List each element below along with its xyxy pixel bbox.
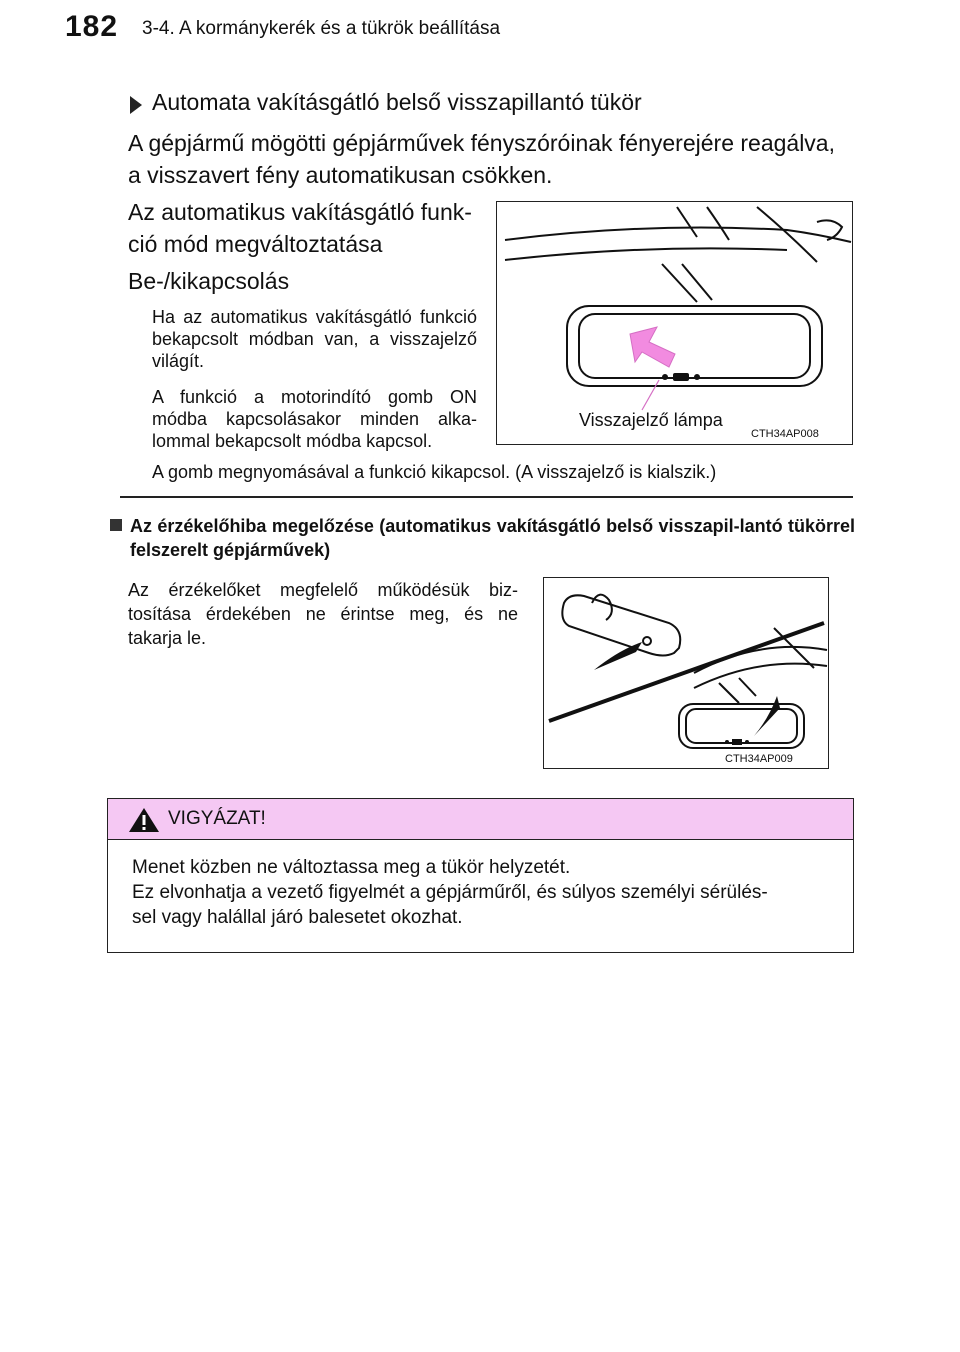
note-press-off: A gomb megnyomásával a funkció kikapcsol. (A visszajelző is kialszik.) [152, 462, 717, 482]
figure-sensors [543, 577, 829, 769]
warning-line-3: sel vagy halállal járó balesetet okozhat. [132, 907, 463, 928]
warning-title: VIGYÁZAT! [168, 808, 266, 829]
toggle-label: Be-/kikapcsolás [128, 268, 290, 294]
warning-line-2: Ez elvonhatja a vezető figyelmét a gépjárműről, és súlyos személyi sérülés- [132, 882, 768, 903]
page-number: 182 [65, 10, 119, 43]
figure1-code: CTH34AP008 [751, 428, 819, 440]
section-header: 3-4. A kormánykerék és a tükrök beállítása [142, 18, 501, 39]
subsection-heading: Automata vakításgátló belső visszapillantó tükör [152, 89, 642, 115]
intro-line-2: a visszavert fény automatikusan csökken. [128, 162, 553, 188]
mirror-illustration [497, 202, 852, 444]
sensors-illustration [544, 578, 828, 768]
intro-line-1: A gépjármű mögötti gépjárművek fényszóróinak fényerejére reagálva, [128, 130, 835, 156]
warning-line-1: Menet közben ne változtassa meg a tükör helyzetét. [132, 857, 571, 878]
warning-triangle-icon [128, 807, 160, 833]
sensor-heading: Az érzékelőhiba megelőzése (automatikus vakításgátló belső visszapil-lantó tükörrel felszerelt gépjárművek) [130, 516, 855, 560]
warning-header [108, 799, 853, 840]
square-bullet-icon [110, 519, 122, 531]
arrow-bullet-icon [130, 96, 142, 114]
note-indicator-on: Ha az automatikus vakításgátló funkció bekapcsolt módban van, a visszajelző világít. [152, 307, 477, 371]
note-power-on: A funkció a motorindító gomb ON módba kapcsolásakor minden alka-lommal bekapcsolt módba kapcsol. [152, 387, 477, 451]
section-divider [120, 496, 853, 498]
figure-mirror-indicator [496, 201, 853, 445]
mode-title-line-2: ció mód megváltoztatása [128, 231, 383, 257]
figure2-code: CTH34AP009 [725, 753, 793, 765]
warning-body [132, 855, 837, 930]
sensor-text: Az érzékelőket megfelelő működésük biz-tosítása érdekében ne érintse meg, és ne takarja le. [128, 580, 518, 648]
warning-box [107, 798, 854, 953]
mode-title-line-1: Az automatikus vakításgátló funk- [128, 199, 472, 225]
indicator-lamp-label: Visszajelző lámpa [579, 410, 723, 430]
